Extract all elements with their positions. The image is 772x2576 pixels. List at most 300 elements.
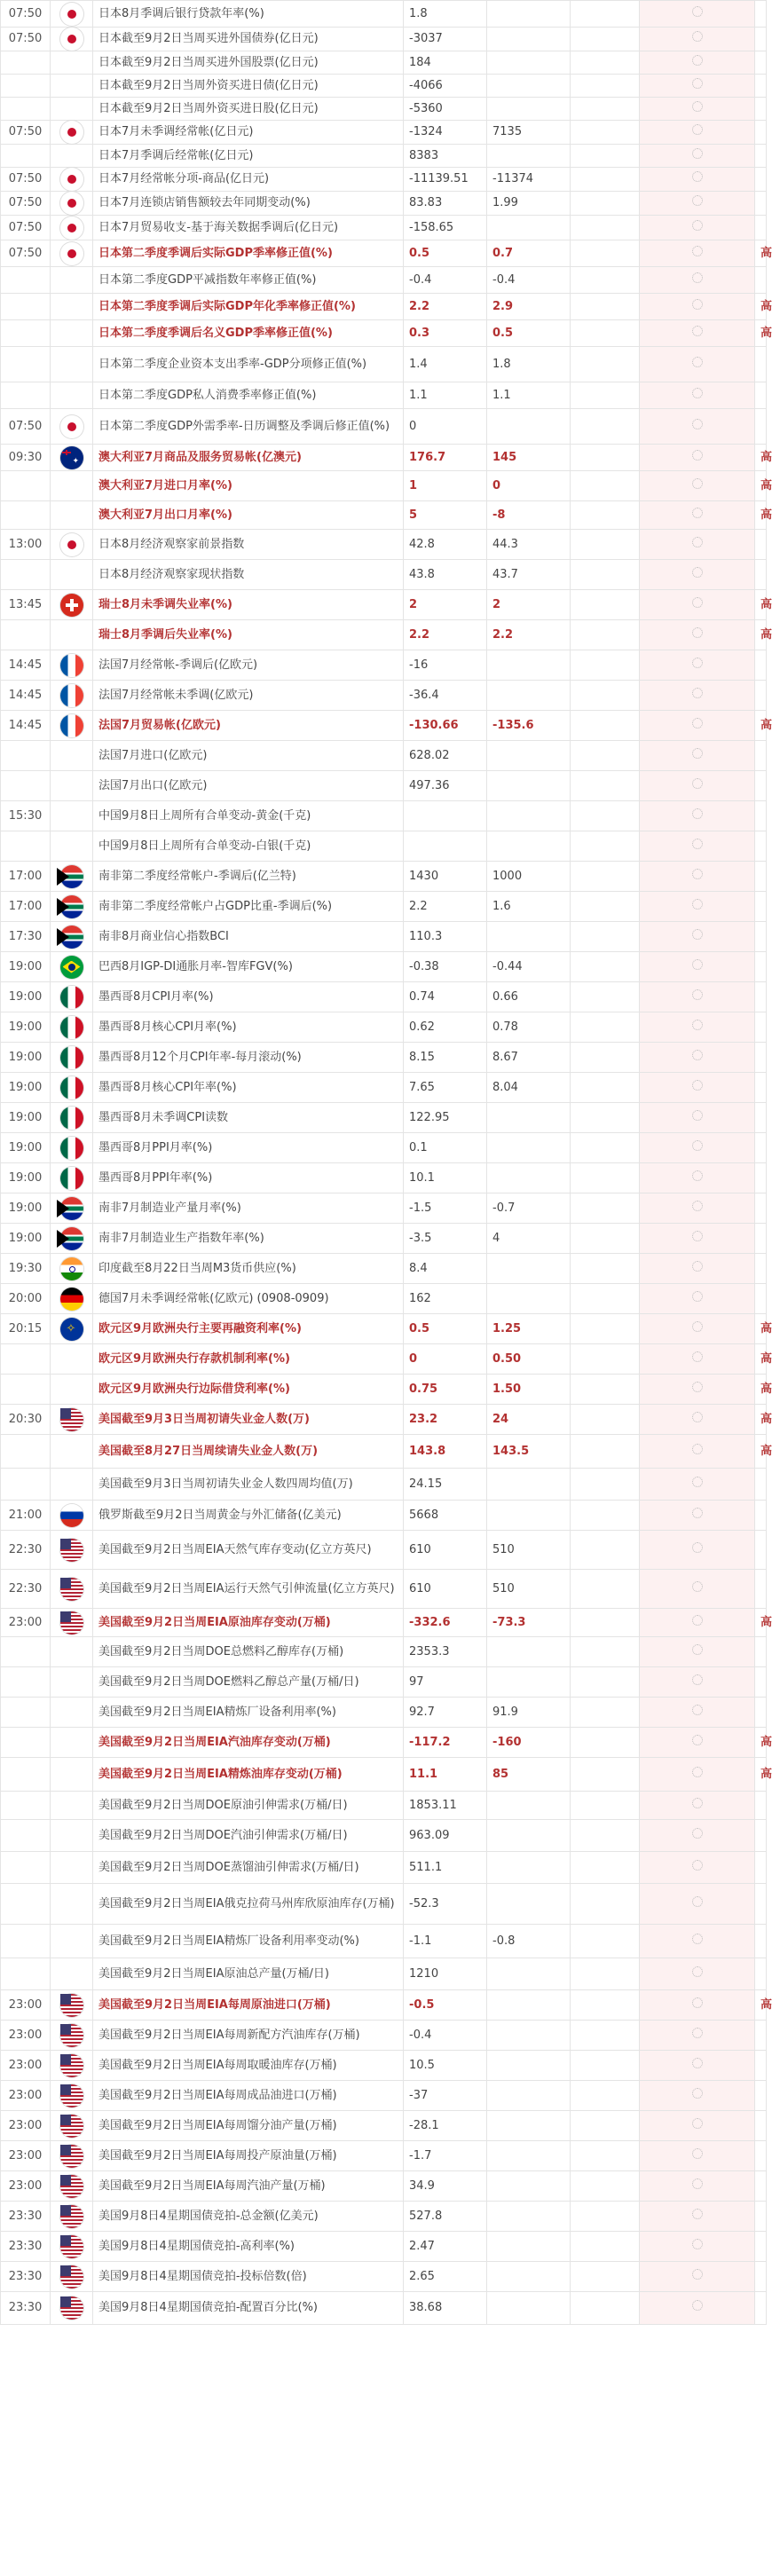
importance-label	[755, 382, 767, 409]
country-flag	[51, 831, 93, 862]
event-time: 20:30	[1, 1405, 51, 1435]
loading-spinner-icon	[692, 1321, 703, 1332]
event-time: 15:30	[1, 801, 51, 831]
forecast-value: 1.8	[487, 347, 571, 382]
loading-cell	[640, 51, 755, 75]
loading-cell	[640, 1, 755, 28]
loading-cell	[640, 530, 755, 560]
actual-value: 5	[404, 501, 487, 530]
event-name: 美国截至9月2日当周EIA俄克拉荷马州库欣原油库存(万桶)	[93, 1884, 404, 1925]
event-time: 07:50	[1, 192, 51, 216]
importance-label	[755, 2081, 767, 2111]
loading-spinner-icon	[692, 299, 703, 310]
previous-value	[571, 28, 640, 51]
country-flag	[51, 650, 93, 681]
table-row	[1, 1820, 767, 1852]
event-time: 21:00	[1, 1501, 51, 1531]
actual-value: 8.4	[404, 1254, 487, 1284]
loading-cell	[640, 590, 755, 620]
actual-value: -28.1	[404, 2111, 487, 2141]
previous-value	[571, 2292, 640, 2325]
actual-value: 24.15	[404, 1469, 487, 1501]
previous-value	[571, 382, 640, 409]
event-name: 澳大利亚7月进口月率(%)	[93, 471, 404, 501]
forecast-value: -0.4	[487, 267, 571, 294]
previous-value	[571, 2202, 640, 2232]
event-name: 美国截至8月27日当周续请失业金人数(万)	[93, 1435, 404, 1469]
forecast-value	[487, 1884, 571, 1925]
forecast-value	[487, 2141, 571, 2171]
actual-value: 0.74	[404, 982, 487, 1012]
loading-spinner-icon	[692, 1705, 703, 1715]
forecast-value: 510	[487, 1570, 571, 1609]
previous-value	[571, 1792, 640, 1820]
us-flag-icon	[60, 2175, 83, 2198]
country-flag	[51, 28, 93, 51]
previous-value	[571, 1609, 640, 1637]
mx-flag-icon	[60, 1016, 83, 1039]
table-row	[1, 1314, 767, 1344]
table-row	[1, 471, 767, 501]
event-name: 日本7月贸易收支-基于海关数据季调后(亿日元)	[93, 216, 404, 240]
country-flag	[51, 892, 93, 922]
forecast-value: -73.3	[487, 1609, 571, 1637]
event-time: 19:00	[1, 1043, 51, 1073]
event-name: 南非第二季度经常帐户占GDP比重-季调后(%)	[93, 892, 404, 922]
previous-value	[571, 530, 640, 560]
loading-spinner-icon	[692, 627, 703, 638]
table-row	[1, 1344, 767, 1375]
za-flag-icon	[60, 1197, 83, 1220]
event-time	[1, 501, 51, 530]
event-time	[1, 620, 51, 650]
loading-spinner-icon	[692, 171, 703, 182]
loading-cell	[640, 409, 755, 445]
event-name: 墨西哥8月12个月CPI年率-每月滚动(%)	[93, 1043, 404, 1073]
au-flag-icon	[60, 446, 83, 469]
table-row	[1, 1073, 767, 1103]
importance-label	[755, 1884, 767, 1925]
table-row	[1, 922, 767, 952]
loading-spinner-icon	[692, 2300, 703, 2311]
table-row	[1, 831, 767, 862]
loading-cell	[640, 1405, 755, 1435]
country-flag	[51, 168, 93, 192]
event-name: 日本截至9月2日当周外资买进日股(亿日元)	[93, 98, 404, 121]
event-name: 欧元区9月欧洲央行边际借贷利率(%)	[93, 1375, 404, 1405]
loading-spinner-icon	[692, 1140, 703, 1151]
importance-label: 高	[755, 1609, 767, 1637]
forecast-value: 85	[487, 1758, 571, 1792]
loading-cell	[640, 501, 755, 530]
za-flag-icon	[60, 895, 83, 918]
loading-cell	[640, 2232, 755, 2262]
event-name: 美国截至9月2日当周EIA每周原油进口(万桶)	[93, 1990, 404, 2021]
previous-value	[571, 121, 640, 145]
event-time: 07:50	[1, 121, 51, 145]
previous-value	[571, 98, 640, 121]
forecast-value	[487, 1852, 571, 1884]
actual-value: 2.47	[404, 2232, 487, 2262]
mx-flag-icon	[60, 986, 83, 1009]
forecast-value	[487, 1, 571, 28]
loading-cell	[640, 1375, 755, 1405]
country-flag	[51, 1103, 93, 1133]
event-time: 07:50	[1, 240, 51, 267]
us-flag-icon	[60, 2054, 83, 2077]
event-time	[1, 1375, 51, 1405]
previous-value	[571, 1375, 640, 1405]
event-time	[1, 1852, 51, 1884]
za-flag-icon	[60, 865, 83, 888]
table-row	[1, 409, 767, 445]
importance-label	[755, 1531, 767, 1570]
previous-value	[571, 2141, 640, 2171]
event-name: 南非第二季度经常帐户-季调后(亿兰特)	[93, 862, 404, 892]
country-flag	[51, 2051, 93, 2081]
us-flag-icon	[60, 2145, 83, 2168]
loading-spinner-icon	[692, 326, 703, 336]
table-row	[1, 121, 767, 145]
importance-label: 高	[755, 1435, 767, 1469]
previous-value	[571, 681, 640, 711]
table-row	[1, 771, 767, 801]
event-name: 日本第二季度季调后实际GDP年化季率修正值(%)	[93, 294, 404, 320]
event-name: 美国截至9月3日当周初请失业金人数(万)	[93, 1405, 404, 1435]
actual-value: 1.1	[404, 382, 487, 409]
event-name: 美国截至9月2日当周DOE原油引伸需求(万桶/日)	[93, 1792, 404, 1820]
loading-cell	[640, 294, 755, 320]
previous-value	[571, 1435, 640, 1469]
actual-value: -158.65	[404, 216, 487, 240]
previous-value	[571, 1, 640, 28]
event-time	[1, 1344, 51, 1375]
forecast-value: -160	[487, 1728, 571, 1758]
country-flag	[51, 590, 93, 620]
table-row	[1, 145, 767, 168]
previous-value	[571, 1667, 640, 1698]
importance-label	[755, 2292, 767, 2325]
forecast-value	[487, 650, 571, 681]
event-name: 日本第二季度GDP平减指数年率修正值(%)	[93, 267, 404, 294]
previous-value	[571, 471, 640, 501]
actual-value: 1430	[404, 862, 487, 892]
table-row	[1, 1570, 767, 1609]
forecast-value: 143.5	[487, 1435, 571, 1469]
event-time: 20:00	[1, 1284, 51, 1314]
actual-value: 10.5	[404, 2051, 487, 2081]
importance-label	[755, 75, 767, 98]
event-time: 22:30	[1, 1531, 51, 1570]
country-flag	[51, 1073, 93, 1103]
br-flag-icon	[60, 956, 83, 979]
loading-spinner-icon	[692, 1080, 703, 1091]
event-time	[1, 560, 51, 590]
loading-cell	[640, 741, 755, 771]
loading-spinner-icon	[692, 1997, 703, 2008]
event-name: 德国7月未季调经常帐(亿欧元) (0908-0909)	[93, 1284, 404, 1314]
forecast-value: 1.50	[487, 1375, 571, 1405]
loading-spinner-icon	[692, 124, 703, 135]
table-row	[1, 1284, 767, 1314]
importance-label: 高	[755, 294, 767, 320]
event-time	[1, 1925, 51, 1958]
event-name: 巴西8月IGP-DI通胀月率-智库FGV(%)	[93, 952, 404, 982]
jp-flag-icon	[60, 168, 83, 191]
loading-spinner-icon	[692, 195, 703, 206]
country-flag	[51, 1698, 93, 1728]
event-time	[1, 1469, 51, 1501]
actual-value: 38.68	[404, 2292, 487, 2325]
loading-cell	[640, 145, 755, 168]
previous-value	[571, 1193, 640, 1224]
loading-spinner-icon	[692, 1050, 703, 1060]
table-row	[1, 620, 767, 650]
event-name: 法国7月经常帐-季调后(亿欧元)	[93, 650, 404, 681]
forecast-value: 0.7	[487, 240, 571, 267]
event-name: 中国9月8日上周所有合单变动-黄金(千克)	[93, 801, 404, 831]
loading-spinner-icon	[692, 537, 703, 547]
country-flag	[51, 347, 93, 382]
actual-value: -130.66	[404, 711, 487, 741]
previous-value	[571, 2051, 640, 2081]
table-row	[1, 1163, 767, 1193]
loading-spinner-icon	[692, 748, 703, 759]
importance-label	[755, 121, 767, 145]
forecast-value: 2	[487, 590, 571, 620]
event-time	[1, 51, 51, 75]
loading-cell	[640, 1609, 755, 1637]
previous-value	[571, 1405, 640, 1435]
event-time	[1, 1728, 51, 1758]
loading-cell	[640, 982, 755, 1012]
forecast-value	[487, 1958, 571, 1990]
importance-label	[755, 347, 767, 382]
event-name: 美国9月8日4星期国债竞拍-总金额(亿美元)	[93, 2202, 404, 2232]
event-name: 美国截至9月2日当周EIA精炼厂设备利用率(%)	[93, 1698, 404, 1728]
previous-value	[571, 1531, 640, 1570]
actual-value: 1210	[404, 1958, 487, 1990]
table-row	[1, 1698, 767, 1728]
country-flag	[51, 1405, 93, 1435]
loading-spinner-icon	[692, 1508, 703, 1518]
us-flag-icon	[60, 1994, 83, 2017]
forecast-value: 4	[487, 1224, 571, 1254]
event-name: 日本7月未季调经常帐(亿日元)	[93, 121, 404, 145]
country-flag	[51, 1852, 93, 1884]
za-flag-icon	[60, 926, 83, 949]
loading-spinner-icon	[692, 1934, 703, 1944]
actual-value: 0	[404, 409, 487, 445]
importance-label	[755, 560, 767, 590]
event-time: 20:15	[1, 1314, 51, 1344]
previous-value	[571, 216, 640, 240]
forecast-value: -8	[487, 501, 571, 530]
event-name: 美国截至9月2日当周DOE汽油引伸需求(万桶/日)	[93, 1820, 404, 1852]
loading-cell	[640, 382, 755, 409]
actual-value: 23.2	[404, 1405, 487, 1435]
loading-cell	[640, 1958, 755, 1990]
loading-spinner-icon	[692, 1477, 703, 1487]
de-flag-icon	[60, 1288, 83, 1311]
forecast-value	[487, 2111, 571, 2141]
previous-value	[571, 1501, 640, 1531]
previous-value	[571, 1698, 640, 1728]
actual-value: 2	[404, 590, 487, 620]
table-row	[1, 216, 767, 240]
loading-cell	[640, 681, 755, 711]
country-flag	[51, 982, 93, 1012]
country-flag	[51, 1637, 93, 1667]
table-row	[1, 382, 767, 409]
actual-value: -0.5	[404, 1990, 487, 2021]
table-row	[1, 347, 767, 382]
loading-spinner-icon	[692, 2239, 703, 2249]
forecast-value	[487, 1469, 571, 1501]
country-flag	[51, 530, 93, 560]
importance-label: 高	[755, 501, 767, 530]
previous-value	[571, 711, 640, 741]
forecast-value: 1000	[487, 862, 571, 892]
country-flag	[51, 1884, 93, 1925]
table-row	[1, 1469, 767, 1501]
forecast-value	[487, 1792, 571, 1820]
table-row	[1, 445, 767, 471]
loading-spinner-icon	[692, 272, 703, 283]
actual-value: 2.2	[404, 620, 487, 650]
importance-label	[755, 1163, 767, 1193]
event-name: 日本截至9月2日当周外资买进日债(亿日元)	[93, 75, 404, 98]
actual-value: 511.1	[404, 1852, 487, 1884]
event-name: 墨西哥8月核心CPI年率(%)	[93, 1073, 404, 1103]
event-name: 美国截至9月2日当周EIA每周新配方汽油库存(万桶)	[93, 2021, 404, 2051]
jp-flag-icon	[60, 192, 83, 215]
table-row	[1, 2262, 767, 2292]
loading-cell	[640, 347, 755, 382]
previous-value	[571, 620, 640, 650]
previous-value	[571, 294, 640, 320]
importance-label: 高	[755, 1990, 767, 2021]
table-row	[1, 1254, 767, 1284]
event-name: 墨西哥8月CPI月率(%)	[93, 982, 404, 1012]
event-name: 墨西哥8月未季调CPI读数	[93, 1103, 404, 1133]
loading-cell	[640, 267, 755, 294]
importance-label: 高	[755, 620, 767, 650]
previous-value	[571, 2021, 640, 2051]
importance-label	[755, 145, 767, 168]
country-flag	[51, 1728, 93, 1758]
forecast-value	[487, 1501, 571, 1531]
event-time: 19:00	[1, 1163, 51, 1193]
importance-label: 高	[755, 445, 767, 471]
actual-value: 34.9	[404, 2171, 487, 2202]
country-flag	[51, 1, 93, 28]
loading-cell	[640, 952, 755, 982]
previous-value	[571, 347, 640, 382]
actual-value: -3037	[404, 28, 487, 51]
forecast-value	[487, 145, 571, 168]
importance-label	[755, 1698, 767, 1728]
previous-value	[571, 1163, 640, 1193]
actual-value: 83.83	[404, 192, 487, 216]
event-name: 法国7月出口(亿欧元)	[93, 771, 404, 801]
previous-value	[571, 51, 640, 75]
country-flag	[51, 2111, 93, 2141]
previous-value	[571, 1925, 640, 1958]
loading-spinner-icon	[692, 2148, 703, 2159]
previous-value	[571, 1637, 640, 1667]
event-name: 日本第二季度季调后名义GDP季率修正值(%)	[93, 320, 404, 347]
event-name: 南非8月商业信心指数BCI	[93, 922, 404, 952]
previous-value	[571, 2262, 640, 2292]
loading-cell	[640, 1531, 755, 1570]
country-flag	[51, 801, 93, 831]
ru-flag-icon	[60, 1504, 83, 1527]
importance-label: 高	[755, 1728, 767, 1758]
importance-label	[755, 1073, 767, 1103]
loading-cell	[640, 862, 755, 892]
table-row	[1, 1925, 767, 1958]
event-time: 07:50	[1, 28, 51, 51]
loading-cell	[640, 1314, 755, 1344]
country-flag	[51, 294, 93, 320]
event-name: 日本8月经济观察家现状指数	[93, 560, 404, 590]
mx-flag-icon	[60, 1167, 83, 1190]
event-time	[1, 320, 51, 347]
loading-cell	[640, 922, 755, 952]
previous-value	[571, 445, 640, 471]
loading-spinner-icon	[692, 2178, 703, 2189]
forecast-value	[487, 741, 571, 771]
table-row	[1, 1609, 767, 1637]
importance-label	[755, 2141, 767, 2171]
event-name: 法国7月贸易帐(亿欧元)	[93, 711, 404, 741]
country-flag	[51, 1990, 93, 2021]
table-row	[1, 75, 767, 98]
event-time: 23:00	[1, 2141, 51, 2171]
event-time: 19:00	[1, 1133, 51, 1163]
previous-value	[571, 1224, 640, 1254]
forecast-value: 0.78	[487, 1012, 571, 1043]
actual-value: 184	[404, 51, 487, 75]
loading-cell	[640, 1254, 755, 1284]
table-row	[1, 1852, 767, 1884]
forecast-value: -0.8	[487, 1925, 571, 1958]
forecast-value	[487, 831, 571, 862]
forecast-value: 145	[487, 445, 571, 471]
importance-label	[755, 862, 767, 892]
forecast-value	[487, 1990, 571, 2021]
event-name: 美国截至9月2日当周EIA每周汽油产量(万桶)	[93, 2171, 404, 2202]
fr-flag-icon	[60, 684, 83, 707]
table-row	[1, 2171, 767, 2202]
table-row	[1, 530, 767, 560]
actual-value: -1.1	[404, 1925, 487, 1958]
loading-spinner-icon	[692, 31, 703, 42]
event-time: 17:00	[1, 862, 51, 892]
actual-value: -332.6	[404, 1609, 487, 1637]
loading-cell	[640, 1792, 755, 1820]
event-time	[1, 1958, 51, 1990]
loading-cell	[640, 1284, 755, 1314]
forecast-value: 44.3	[487, 530, 571, 560]
forecast-value	[487, 922, 571, 952]
loading-spinner-icon	[692, 1966, 703, 1977]
loading-spinner-icon	[692, 718, 703, 729]
us-flag-icon	[60, 2296, 83, 2320]
previous-value	[571, 560, 640, 590]
jp-flag-icon	[60, 533, 83, 556]
